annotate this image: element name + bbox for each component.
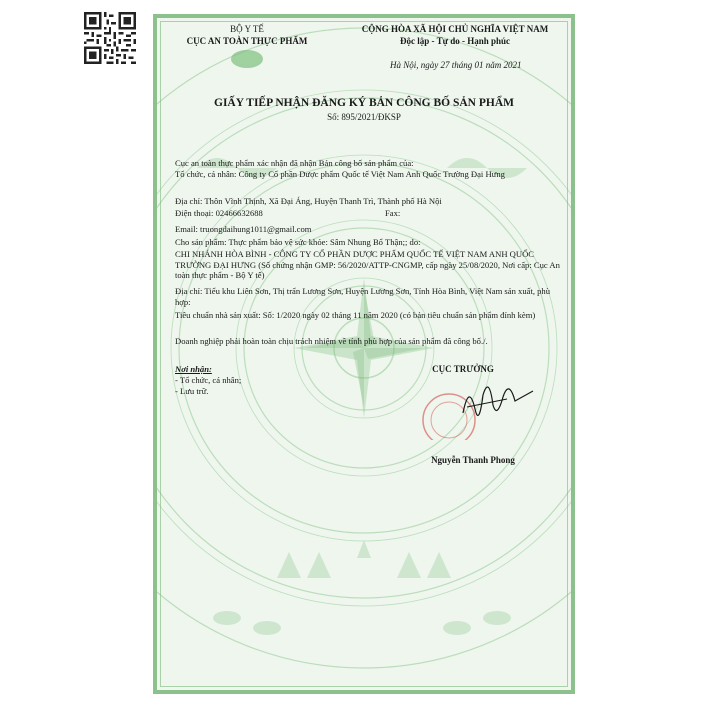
responsibility-text: Doanh nghiệp phải hoàn toàn chịu trách nhiệm về tính phù hợp của sản phẩm đã công bố./. xyxy=(175,336,488,346)
recipient-item: - Lưu trữ. xyxy=(175,386,209,396)
national-motto: Độc lập - Tự do - Hạnh phúc xyxy=(399,36,510,46)
signer-position: CỤC TRƯỞNG xyxy=(432,364,494,374)
qr-code xyxy=(84,12,136,64)
phone-line: Điện thoại: 02466632688 xyxy=(175,208,263,218)
recipient-item: - Tổ chức, cá nhân; xyxy=(175,375,242,385)
issue-date: Hà Nội, ngày 27 tháng 01 năm 2021 xyxy=(390,60,522,70)
recipients-heading: Nơi nhận: xyxy=(175,364,212,374)
vfa-logo xyxy=(229,48,265,70)
organization-address: Địa chỉ: Thôn Vĩnh Thịnh, Xã Đại Áng, Huyện Thanh Trì, Thành phố Hà Nội xyxy=(175,196,442,206)
document-title: GIẤY TIẾP NHẬN ĐĂNG KÝ BẢN CÔNG BỐ SẢN PHẨM xyxy=(214,97,514,109)
organization-line: Tổ chức, cá nhân: Công ty Cổ phần Dược phẩm Quốc tế Việt Nam Anh Quốc Trường Đại Hưng xyxy=(175,169,505,179)
qr-code-icon xyxy=(84,12,136,64)
product-line: Cho sản phẩm: Thực phẩm bảo vệ sức khỏe: Sâm Nhung Bổ Thận;; do: xyxy=(175,237,421,247)
country-name: CỘNG HÒA XÃ HỘI CHỦ NGHĨA VIỆT NAM xyxy=(361,24,549,34)
manufacturer-text: CHI NHÁNH HÒA BÌNH - CÔNG TY CỔ PHẦN DƯỢC PHẨM QUỐC TẾ VIỆT NAM ANH QUỐC TRƯỜNG ĐẠI HƯNG (Số chứng nhận GMP: 56/2020/ATTP-CNGMP, cấp ngày 25/08/2020, Nơi cấp: Cục An toàn thực phẩm - Bộ Y tế) xyxy=(175,249,560,281)
agency-name: CỤC AN TOÀN THỰC PHẨM xyxy=(186,36,308,46)
email-line: Email: truongdaihung1011@gmail.com xyxy=(175,224,312,234)
certificate-document xyxy=(153,14,575,694)
standard-text: Tiêu chuẩn nhà sản xuất: Số: 1/2020 ngày 02 tháng 11 năm 2020 (có bản tiêu chuẩn sản phẩm đính kèm) xyxy=(175,310,536,320)
signer-name: Nguyễn Thanh Phong xyxy=(431,455,515,465)
handwritten-signature xyxy=(423,373,543,433)
intro-text: Cục an toàn thực phẩm xác nhận đã nhận Bản công bố sản phẩm của: xyxy=(175,158,414,168)
ministry-name: BỘ Y TẾ xyxy=(230,24,264,34)
document-number: Số: 895/2021/ĐKSP xyxy=(327,112,401,122)
fax-line: Fax: xyxy=(385,208,401,218)
manufacturer-address: Địa chỉ: Tiểu khu Liên Sơn, Thị trấn Lương Sơn, Huyện Lương Sơn, Tỉnh Hòa Bình, Việt Nam sản xuất, phù hợp: xyxy=(175,286,551,307)
